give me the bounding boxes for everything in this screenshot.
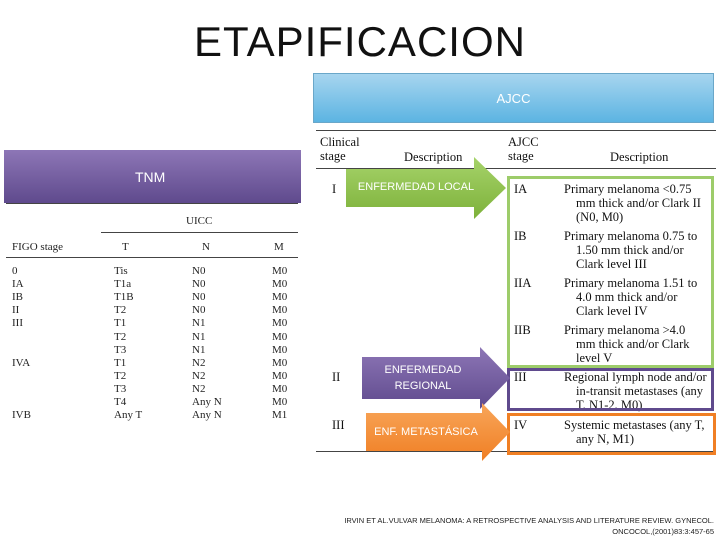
citation (314, 515, 714, 537)
m-cell: M0 (272, 265, 288, 277)
ajcc-description-line: in-transit metastases (any (576, 384, 704, 398)
t-cell: T2 (114, 369, 127, 382)
regional-disease-label (366, 362, 480, 394)
t-cell: T1 (114, 317, 127, 330)
ajcc-description-line: (N0, M0) (576, 210, 624, 224)
clinical-stage-ii: II (332, 370, 341, 384)
ajcc-description-line: mm thick and/or Clark II (576, 196, 701, 210)
figo-stage-cell: IVA (12, 356, 31, 369)
t-cell: T4 (114, 396, 127, 408)
ajcc-description-line: Systemic metastases (any T, (564, 418, 705, 432)
figo-stage-cell: III (12, 317, 23, 330)
t-cell: T1 (114, 356, 127, 369)
figo-stage-cell: IA (12, 278, 24, 291)
local-disease-highlight (507, 176, 714, 368)
clinical-stage-i: I (332, 182, 337, 196)
n-cell: N1 (192, 317, 206, 330)
citation-line1: IRVIN ET AL.VULVAR MELANOMA: A RETROSPECTIVE ANALYSIS AND LITERATURE REVIEW. GYNECOL. (344, 516, 714, 525)
m-cell: M0 (272, 330, 288, 343)
ajcc-description-line: Primary melanoma 1.51 to (564, 276, 698, 290)
m-cell: M0 (272, 278, 288, 291)
m-cell: M0 (272, 304, 288, 317)
ajcc-description-line: any N, M1) (576, 432, 634, 446)
n-cell: N0 (192, 265, 206, 277)
ajcc-description-line: T, N1-2, M0) (576, 398, 643, 412)
t-cell: T1a (114, 278, 132, 291)
n-cell: N2 (192, 369, 206, 382)
t-cell: T3 (114, 343, 127, 356)
m-cell: M0 (272, 369, 288, 382)
t-cell: T2 (114, 330, 127, 343)
figo-stage-cell: IVB (12, 409, 31, 422)
m-cell: M1 (272, 409, 288, 422)
n-cell: Any N (192, 396, 222, 408)
figo-stage-cell: IB (12, 291, 23, 304)
tnm-banner: TNM (4, 150, 301, 203)
m-cell: M0 (272, 382, 288, 395)
metastatic-disease-highlight (507, 413, 716, 455)
ajcc-description-line: level V (576, 351, 613, 365)
t-cell: T2 (114, 304, 127, 317)
citation-line2: ONCOCOL,(2001)83:3:457-65 (612, 527, 714, 536)
t-cell: T1B (114, 291, 134, 304)
ajcc-stage-cell: III (514, 370, 527, 384)
ajcc-description-line: Clark level IV (576, 304, 648, 318)
ajcc-description-line: 1.50 mm thick and/or (576, 243, 684, 257)
n-cell: N2 (192, 382, 206, 395)
header-n: N (202, 241, 210, 253)
header-ajcc-line2: stage (508, 149, 534, 163)
ajcc-description-line: Primary melanoma >4.0 (564, 323, 686, 337)
figo-stage-cell: 0 (12, 265, 18, 277)
uicc-group-header: UICC (186, 215, 213, 227)
n-cell: N2 (192, 356, 206, 369)
header-clinical-line1: Clinical (320, 135, 360, 149)
m-cell: M0 (272, 396, 288, 408)
metastatic-disease-label: ENF. METASTÁSICA (374, 426, 478, 438)
ajcc-stage-cell: IIB (514, 323, 531, 337)
header-ajcc-stage (508, 135, 539, 163)
header-m: M (274, 241, 284, 253)
regional-disease-highlight (507, 368, 714, 411)
t-cell: Any T (114, 409, 143, 422)
n-cell: Any N (192, 409, 222, 422)
m-cell: M0 (272, 343, 288, 356)
regional-label-line2: REGIONAL (394, 380, 452, 392)
header-ajcc-line1: AJCC (508, 135, 539, 149)
regional-label-line1: ENFERMEDAD (384, 364, 462, 376)
page-title: ETAPIFICACION (194, 18, 526, 65)
t-cell: Tis (114, 265, 128, 277)
ajcc-description-line: 4.0 mm thick and/or (576, 290, 678, 304)
header-description-1: Description (404, 150, 463, 164)
n-cell: N0 (192, 278, 206, 291)
ajcc-stage-cell: IA (514, 182, 528, 196)
header-clinical-line2: stage (320, 149, 346, 163)
header-figo-stage: FIGO stage (12, 241, 64, 253)
ajcc-stage-cell: IV (514, 418, 528, 432)
ajcc-description-line: mm thick and/or Clark (576, 337, 690, 351)
ajcc-banner: AJCC (313, 73, 714, 123)
local-disease-label: ENFERMEDAD LOCAL (357, 181, 475, 193)
t-cell: T3 (114, 382, 127, 395)
ajcc-stage-cell: IB (514, 229, 527, 243)
ajcc-stage-cell: IIA (514, 276, 532, 290)
ajcc-description-line: Regional lymph node and/or (564, 370, 707, 384)
ajcc-description-line: Clark level III (576, 257, 647, 271)
n-cell: N0 (192, 304, 206, 317)
m-cell: M0 (272, 291, 288, 304)
m-cell: M0 (272, 356, 288, 369)
figo-stage-cell: II (12, 304, 20, 317)
n-cell: N0 (192, 291, 206, 304)
header-description-2: Description (610, 150, 669, 164)
n-cell: N1 (192, 343, 206, 356)
figo-staging-table (6, 203, 298, 423)
n-cell: N1 (192, 330, 206, 343)
m-cell: M0 (272, 317, 288, 330)
clinical-stage-iii: III (332, 418, 345, 432)
ajcc-description-line: Primary melanoma <0.75 (564, 182, 692, 196)
ajcc-description-line: Primary melanoma 0.75 to (564, 229, 698, 243)
header-t: T (122, 241, 129, 253)
